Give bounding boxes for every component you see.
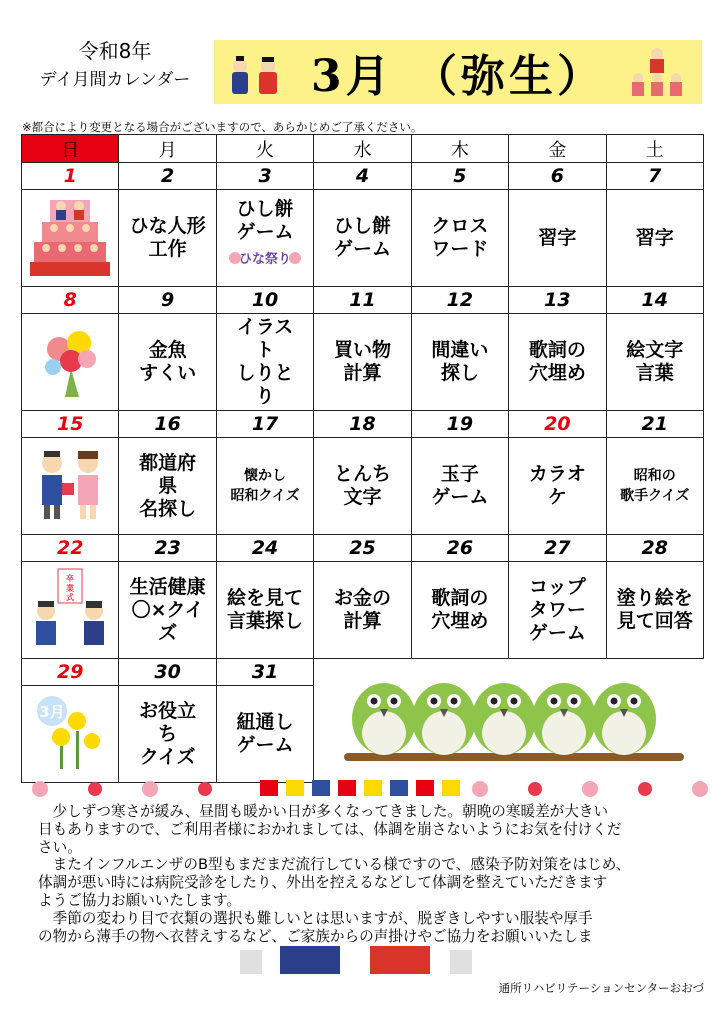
- weekday-mon: 月: [119, 135, 216, 163]
- event-label: 計算: [343, 362, 382, 384]
- event-label: 都道府: [139, 451, 197, 474]
- day-event: [22, 562, 119, 659]
- event-label: 文字: [343, 486, 382, 508]
- day-number: 26: [411, 535, 508, 562]
- weekday-sat: 土: [606, 135, 703, 163]
- plum-garland-icon: [0, 778, 728, 800]
- day-event: [119, 562, 216, 659]
- event-label: ゲーム: [431, 486, 489, 508]
- event-row: [22, 314, 704, 411]
- event-label: ワード: [431, 238, 489, 260]
- event-label: 名探し: [139, 497, 197, 520]
- graduation-icon: [22, 567, 118, 653]
- event-label: 工作: [148, 238, 187, 260]
- day-event: [119, 190, 216, 287]
- monthly-message: [38, 803, 698, 945]
- white-eye-birds-icon: [314, 659, 704, 783]
- event-label: ト: [255, 339, 275, 361]
- day-event: [411, 314, 508, 411]
- weekday-thu: 木: [411, 135, 508, 163]
- day-event: [216, 314, 313, 411]
- day-number: 10: [216, 287, 313, 314]
- event-label: イラス: [236, 316, 294, 338]
- calendar-subtitle: デイ月間カレンダー: [39, 70, 191, 90]
- event-label: すくい: [139, 362, 197, 384]
- day-number: 17: [216, 411, 313, 438]
- event-label: 絵を見て: [227, 587, 304, 609]
- event-label: ゲーム: [528, 621, 586, 644]
- calendar-body: [22, 163, 704, 783]
- day-number: 22: [22, 535, 119, 562]
- era-year: 令和8年: [78, 39, 152, 63]
- event-label: クイズ: [139, 745, 196, 768]
- event-label: 穴埋め: [528, 362, 586, 384]
- event-row: [22, 190, 704, 287]
- day-event: [216, 438, 313, 535]
- event-label: ゲーム: [333, 238, 391, 260]
- day-number: 24: [216, 535, 313, 562]
- day-number: 4: [314, 163, 411, 190]
- day-number: 1: [22, 163, 119, 190]
- event-label: ケ: [547, 486, 567, 508]
- day-number: 6: [509, 163, 606, 190]
- event-label: ち: [158, 722, 178, 745]
- day-event: [314, 438, 411, 535]
- svg-text:3月: 3月: [39, 703, 65, 721]
- weekday-tue: 火: [216, 135, 313, 163]
- event-label: 絵文字: [626, 339, 684, 361]
- svg-text:業: 業: [66, 584, 75, 593]
- event-label: ひし餅: [333, 215, 391, 237]
- notice-text: ※都合により変更となる場合がございますので、あらかじめご了承ください。: [22, 120, 423, 134]
- day-event: [216, 686, 313, 783]
- message-line: またインフルエンザのB型もまだまだ流行している様ですので、感染予防対策をはじめ、: [52, 856, 631, 874]
- message-line: 少しずつ寒さが緩み、昼間も暖かい日が多くなってきました。朝晩の寒暖差が大きい: [52, 803, 609, 820]
- event-label: 習字: [635, 226, 674, 249]
- day-event: [119, 314, 216, 411]
- day-number: 20: [509, 411, 606, 438]
- march-flower-icon: [22, 691, 118, 777]
- weekday-header-row: [22, 135, 704, 163]
- event-label: 懐かし: [244, 468, 287, 484]
- day-event: [216, 190, 313, 287]
- day-number: 8: [22, 287, 119, 314]
- day-number: 29: [22, 659, 119, 686]
- event-label: 玉子: [440, 463, 479, 485]
- day-number: 3: [216, 163, 313, 190]
- day-number: 7: [606, 163, 703, 190]
- event-label: 県: [158, 474, 178, 497]
- day-number: 12: [411, 287, 508, 314]
- event-label: カラオ: [528, 463, 586, 485]
- day-event: [314, 190, 411, 287]
- day-number: 15: [22, 411, 119, 438]
- day-number: 21: [606, 411, 703, 438]
- message-line: の物から薄手の物へ衣替えするなど、ご家族からの声掛けやご協力をお願いいたしま: [38, 927, 593, 945]
- event-label: ひな人形: [129, 215, 206, 237]
- day-event: [22, 190, 119, 287]
- day-number-row: [22, 535, 704, 562]
- weekday-fri: 金: [509, 135, 606, 163]
- hina-doll-pair-icon: [240, 940, 480, 974]
- event-label: コップ: [529, 575, 586, 598]
- event-label: 歌詞の: [431, 587, 489, 609]
- day-number: 11: [314, 287, 411, 314]
- day-event: [22, 438, 119, 535]
- event-row: [22, 438, 704, 535]
- day-event: [411, 562, 508, 659]
- event-label: お役立: [139, 699, 197, 722]
- day-event: [411, 190, 508, 287]
- day-number: 19: [411, 411, 508, 438]
- weekday-wed: 水: [314, 135, 411, 163]
- day-event: [22, 686, 119, 783]
- weekday-sun: 日: [22, 135, 119, 163]
- event-label: 塗り絵を: [616, 587, 693, 609]
- message-line: 日もありますので、ご利用者様におかれましては、体調を崩さないようにお気を付けくだ: [38, 820, 622, 838]
- day-number: 5: [411, 163, 508, 190]
- day-number: 30: [119, 659, 216, 686]
- event-label: 言葉: [635, 362, 674, 384]
- event-label: 見て回答: [616, 610, 693, 632]
- day-number: 28: [606, 535, 703, 562]
- day-number: 18: [314, 411, 411, 438]
- facility-name: 通所リハビリテーションセンターおおづ: [498, 981, 704, 995]
- day-event: [509, 438, 606, 535]
- event-label: とんち: [333, 463, 391, 485]
- day-number-row: [22, 287, 704, 314]
- day-number: 23: [119, 535, 216, 562]
- day-event: [509, 314, 606, 411]
- event-label: 歌手クイズ: [620, 488, 690, 504]
- event-label: 言葉探し: [227, 610, 304, 632]
- day-number: 31: [216, 659, 313, 686]
- day-event: [606, 562, 703, 659]
- day-event: [411, 438, 508, 535]
- day-event: [606, 438, 703, 535]
- day-event: [314, 562, 411, 659]
- day-number: 13: [509, 287, 606, 314]
- event-label: クロス: [431, 215, 489, 237]
- flower-bouquet-icon: [22, 319, 118, 405]
- message-line: ようご協力お願いいたします。: [38, 891, 242, 909]
- event-label: ひし餅: [236, 198, 294, 220]
- event-label: 昭和の: [633, 468, 676, 484]
- event-label: 穴埋め: [431, 610, 489, 632]
- event-label: り: [255, 385, 275, 407]
- event-label: タワー: [528, 598, 586, 621]
- day-number: 27: [509, 535, 606, 562]
- event-label: ズ: [158, 621, 178, 644]
- event-label: 間違い: [431, 339, 489, 361]
- event-label: 歌詞の: [528, 339, 586, 361]
- day-number: 16: [119, 411, 216, 438]
- day-event: [22, 314, 119, 411]
- day-event: [606, 190, 703, 287]
- event-label: お金の: [333, 587, 391, 609]
- event-label: ゲーム: [236, 734, 294, 756]
- svg-text:ひな祭り: ひな祭り: [239, 252, 292, 267]
- month-banner: [214, 40, 702, 104]
- event-label: しりと: [236, 362, 294, 384]
- hina-doll-pair-icon: [226, 50, 284, 100]
- event-label: 紐通し: [236, 711, 294, 733]
- svg-text:式: 式: [66, 593, 75, 602]
- svg-text:卒: 卒: [66, 574, 75, 583]
- event-label: 習字: [538, 226, 577, 249]
- day-number: 9: [119, 287, 216, 314]
- day-event: [119, 686, 216, 783]
- day-number-row: [22, 659, 704, 686]
- calendar-table: [21, 134, 704, 783]
- couple-gift-icon: [22, 443, 118, 529]
- hinamatsuri-text-icon: [217, 244, 313, 278]
- message-line: 季節の変わり目で衣類の選択も難しいとは思いますが、脱ぎきしやすい服装や厚手: [52, 909, 593, 927]
- day-event: [509, 190, 606, 287]
- message-line: 体調が悪い時には病院受診をしたり、外出を控えるなどして体調を整えていただきます: [38, 874, 608, 892]
- day-event: [119, 438, 216, 535]
- day-event: [509, 562, 606, 659]
- day-event: [216, 562, 313, 659]
- event-row: [22, 562, 704, 659]
- day-number-row: [22, 411, 704, 438]
- event-label: 金魚: [148, 339, 187, 361]
- day-event: [606, 314, 703, 411]
- day-number: 25: [314, 535, 411, 562]
- hina-dolls-icon: [22, 192, 118, 284]
- event-label: ゲーム: [236, 221, 294, 243]
- event-label: 買い物: [333, 339, 391, 361]
- day-number: 14: [606, 287, 703, 314]
- event-label: 計算: [343, 610, 382, 632]
- event-label: 〇×クイ: [131, 598, 204, 621]
- header-left: [20, 38, 210, 92]
- event-label: 昭和クイズ: [230, 488, 300, 504]
- banner-title: 3月 （弥生）: [311, 51, 605, 102]
- hina-doll-pair-icon: [622, 44, 692, 102]
- event-label: 生活健康: [129, 575, 206, 598]
- message-line: さい。: [38, 838, 82, 856]
- day-number-row: [22, 163, 704, 190]
- day-event: [314, 314, 411, 411]
- day-number: 2: [119, 163, 216, 190]
- event-label: 探し: [440, 362, 479, 384]
